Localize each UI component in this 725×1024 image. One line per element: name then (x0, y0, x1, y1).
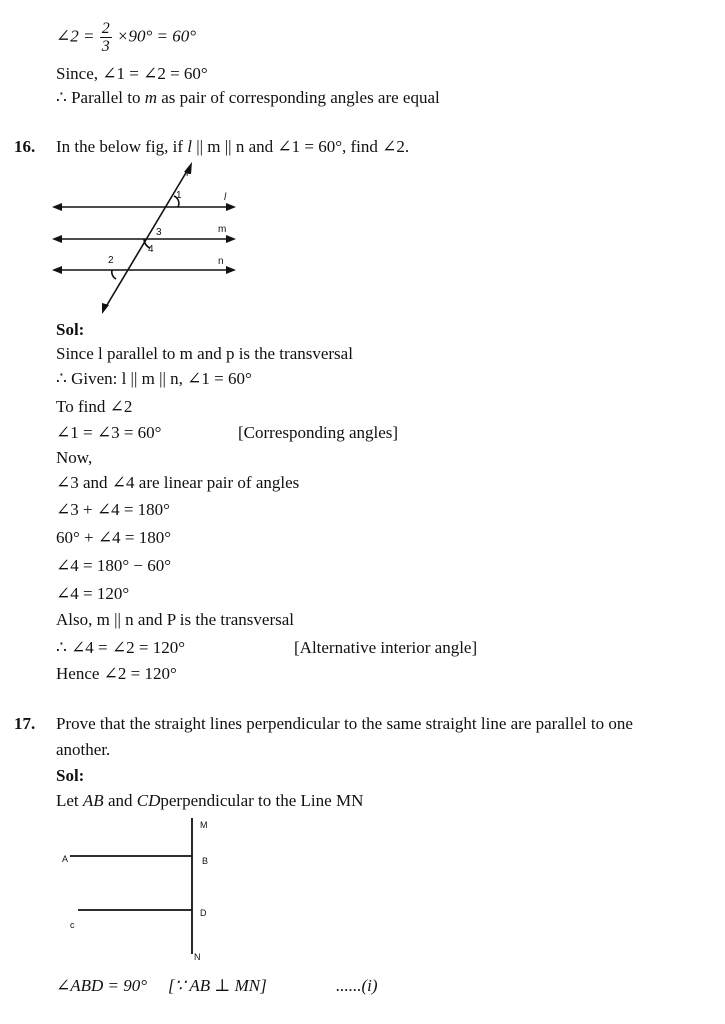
let-rest: perpendicular to the Line MN (160, 791, 364, 810)
sol16-line-8: ∠4 = 180° − 60° (56, 556, 172, 575)
label-n: n (218, 256, 224, 267)
fraction-denominator: 3 (101, 38, 110, 55)
let-cd: CD (136, 791, 161, 810)
sol-label-17: Sol: (56, 766, 85, 785)
sol16-line-2: To find ∠2 (56, 397, 133, 416)
sol16-line-7: 60° + ∠4 = 180° (56, 528, 172, 547)
sol-label-16: Sol: (56, 320, 85, 339)
let-ab: AB (82, 791, 104, 810)
q16-text-a: In the below fig, if (56, 137, 183, 156)
label-B: B (202, 856, 209, 866)
sol16-line-6: ∠3 + ∠4 = 180° (56, 500, 170, 519)
question-16-text (56, 137, 409, 157)
sol17-reason: [∵ AB ⊥ MN] (168, 976, 267, 995)
sol17-let-line (56, 791, 363, 811)
therefore-text: ∴ Parallel to (56, 88, 141, 107)
question-17-line2: another. (56, 740, 111, 759)
question-number-16: 16. (14, 137, 36, 156)
since-line: Since, ∠1 = ∠2 = 60° (56, 64, 208, 83)
figure-parallel-lines (50, 160, 250, 318)
sol17-equation: ∠ABD = 90° (56, 976, 148, 995)
q16-text-b: || m || n and ∠1 = 60°, find ∠2. (196, 137, 410, 156)
sol16-line-0: Since l parallel to m and p is the transversal (56, 344, 353, 363)
label-l: l (224, 192, 227, 203)
sol16-line-4: Now, (56, 448, 93, 467)
sol17-tag: ......(i) (336, 976, 378, 995)
sol16-line-5: ∠3 and ∠4 are linear pair of angles (56, 473, 300, 492)
label-m: m (218, 224, 227, 235)
sol16-line-3: ∠1 = ∠3 = 60° (56, 423, 162, 442)
figure-parallel-lines-svg (50, 160, 250, 318)
therefore-rest: as pair of corresponding angles are equal (161, 88, 440, 107)
reason-alternative: [Alternative interior angle] (294, 638, 478, 657)
figure-perpendicular-lines-svg (56, 812, 236, 962)
label-angle-1: 1 (176, 190, 182, 201)
label-N: N (194, 952, 201, 962)
label-p: p (186, 166, 192, 177)
sol16-line-10: Also, m || n and P is the transversal (56, 610, 295, 629)
question-17-line1: Prove that the straight lines perpendicular to the same straight line are parallel to one (56, 714, 633, 733)
label-M: M (200, 820, 208, 830)
fraction (100, 20, 112, 55)
therefore-var: m (144, 88, 157, 107)
sol16-line-11: ∴ ∠4 = ∠2 = 120° (56, 638, 186, 657)
reason-corresponding: [Corresponding angles] (238, 423, 399, 442)
question-number-17: 17. (14, 714, 36, 733)
fraction-numerator: 2 (101, 20, 110, 37)
eq-right: ×90° = 60° (116, 26, 197, 46)
let-text: Let (56, 791, 79, 810)
sol16-line-1: ∴ Given: l || m || n, ∠1 = 60° (56, 369, 252, 388)
label-C: c (70, 920, 75, 930)
equation-angle2 (56, 20, 196, 55)
let-and: and (107, 791, 133, 810)
figure-perpendicular-lines (56, 812, 236, 962)
label-angle-2: 2 (108, 255, 114, 266)
eq-left: ∠2 = (56, 26, 95, 46)
sol16-line-9: ∠4 = 120° (56, 584, 130, 603)
label-angle-3: 3 (156, 227, 162, 238)
therefore-line (56, 88, 440, 108)
label-angle-4: 4 (148, 244, 154, 255)
label-A: A (62, 854, 69, 864)
sol16-line-12: Hence ∠2 = 120° (56, 664, 177, 683)
label-D: D (200, 908, 207, 918)
q16-var-l: l (187, 137, 192, 156)
